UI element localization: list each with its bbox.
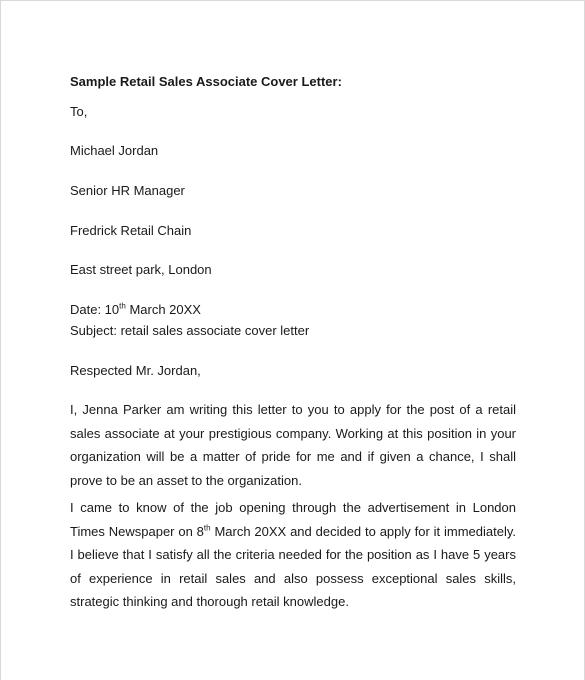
paragraph-2-part-2: March 20XX and decided to apply for it immediately. I believe that I satisfy all the criteria needed for the position as I have 5 years of experience in retail sales and also possess exceptional sales skills, strategic thinking and thorough retail knowledge. — [70, 523, 517, 609]
letter-title: Sample Retail Sales Associate Cover Letter: — [70, 74, 342, 89]
date-line — [70, 302, 201, 318]
recipient-title: Senior HR Manager — [70, 183, 185, 198]
paragraph-1: I, Jenna Parker am writing this letter to you to apply for the post of a retail sales associate at your prestigious company. Working at this position in your organization will be a matter of pride for me and if given a chance, I shall prove to be an asset to the organization. — [70, 402, 516, 488]
paragraph-2-part-1: I came to know of the job opening through the advertisement in London Times Newspaper on 8 — [70, 500, 516, 539]
date-prefix: Date: 10 — [70, 302, 120, 317]
paragraph-2 — [70, 496, 516, 614]
paragraph-2-superscript: th — [203, 523, 211, 533]
recipient-name: Michael Jordan — [70, 143, 159, 158]
company-address: East street park, London — [70, 262, 212, 277]
salutation: Respected Mr. Jordan, — [70, 363, 201, 378]
to-line: To, — [70, 104, 88, 119]
date-superscript: th — [119, 301, 126, 311]
company-name: Fredrick Retail Chain — [70, 223, 192, 238]
subject-line: Subject: retail sales associate cover letter — [70, 323, 310, 338]
date-suffix: March 20XX — [125, 302, 201, 317]
